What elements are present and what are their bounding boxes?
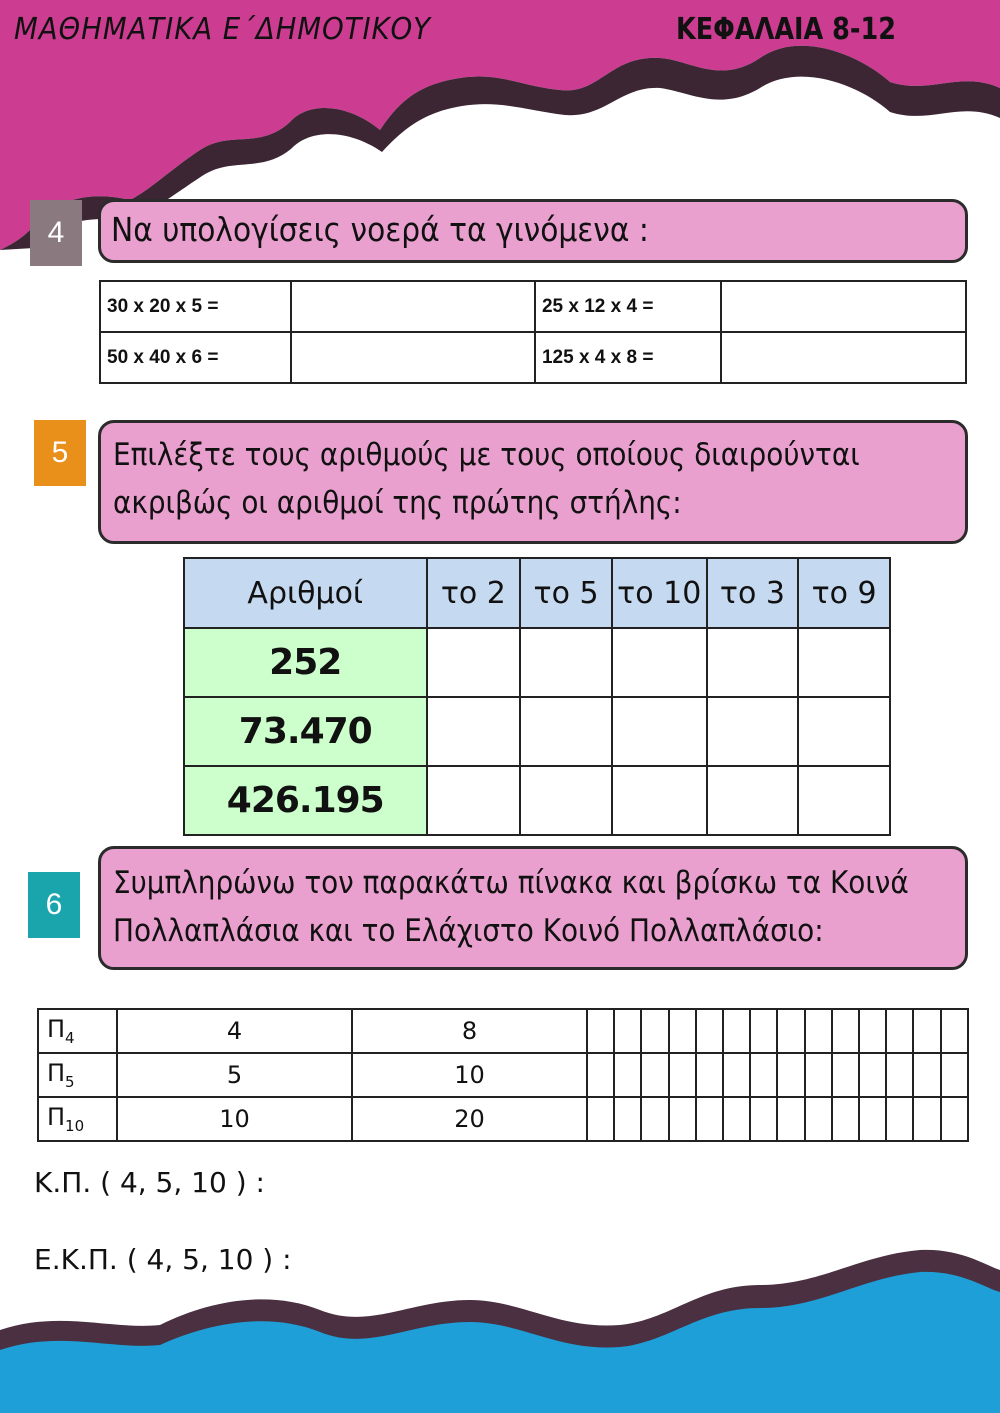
answer-cell[interactable] bbox=[723, 1097, 750, 1141]
answer-cell[interactable] bbox=[805, 1053, 832, 1097]
answer-cell[interactable] bbox=[612, 628, 707, 697]
answer-cell[interactable] bbox=[913, 1009, 940, 1053]
answer-cell[interactable] bbox=[913, 1053, 940, 1097]
multiple-value-cell: 10 bbox=[352, 1053, 587, 1097]
answer-cell[interactable] bbox=[696, 1097, 723, 1141]
answer-cell[interactable] bbox=[612, 766, 707, 835]
multiples-subscript: 10 bbox=[65, 1116, 85, 1135]
answer-cell[interactable] bbox=[612, 697, 707, 766]
column-header: Αριθμοί bbox=[184, 558, 427, 628]
common-multiples-label: Κ.Π. ( 4, 5, 10 ) : bbox=[34, 1166, 265, 1199]
answer-cell[interactable] bbox=[805, 1097, 832, 1141]
table-row bbox=[38, 1053, 968, 1097]
multiples-label: Π bbox=[47, 1015, 66, 1044]
answer-cell[interactable] bbox=[941, 1097, 968, 1141]
instruction-line: Πολλαπλάσια και το Ελάχιστο Κοινό Πολλαπλάσιο: bbox=[113, 913, 824, 949]
multiples-subscript: 5 bbox=[65, 1072, 75, 1091]
answer-cell[interactable] bbox=[832, 1097, 859, 1141]
instruction-line: Επιλέξτε τους αριθμούς με τους οποίους διαιρούνται bbox=[113, 437, 860, 473]
multiples-subscript: 4 bbox=[65, 1028, 75, 1047]
answer-cell[interactable] bbox=[427, 628, 521, 697]
multiple-value-cell: 20 bbox=[352, 1097, 587, 1141]
answer-cell[interactable] bbox=[832, 1053, 859, 1097]
exercise-5-badge: 5 bbox=[34, 420, 86, 486]
answer-cell[interactable] bbox=[520, 697, 612, 766]
answer-cell[interactable] bbox=[859, 1009, 886, 1053]
answer-cell[interactable] bbox=[798, 697, 890, 766]
answer-cell[interactable] bbox=[798, 628, 890, 697]
answer-cell[interactable] bbox=[696, 1009, 723, 1053]
multiple-value-cell: 4 bbox=[117, 1009, 352, 1053]
table-row bbox=[38, 1097, 968, 1141]
answer-cell[interactable] bbox=[859, 1053, 886, 1097]
answer-cell[interactable] bbox=[750, 1009, 777, 1053]
answer-cell[interactable] bbox=[669, 1009, 696, 1053]
column-header: το 2 bbox=[427, 558, 521, 628]
answer-cell[interactable] bbox=[941, 1053, 968, 1097]
answer-cell[interactable] bbox=[291, 332, 535, 383]
answer-cell[interactable] bbox=[641, 1097, 668, 1141]
answer-cell[interactable] bbox=[641, 1009, 668, 1053]
answer-cell[interactable] bbox=[641, 1053, 668, 1097]
multiple-value-cell: 8 bbox=[352, 1009, 587, 1053]
answer-cell[interactable] bbox=[614, 1053, 641, 1097]
subject-title: ΜΑΘΗΜΑΤΙΚΑ Ε΄ΔΗΜΟΤΙΚΟΥ bbox=[14, 12, 431, 47]
table-row bbox=[184, 628, 890, 697]
answer-cell[interactable] bbox=[707, 766, 799, 835]
answer-cell[interactable] bbox=[777, 1009, 804, 1053]
answer-cell[interactable] bbox=[669, 1097, 696, 1141]
answer-cell[interactable] bbox=[723, 1009, 750, 1053]
expression-cell: 25 x 12 x 4 = bbox=[535, 281, 721, 332]
table-row bbox=[100, 332, 966, 383]
lcm-label: Ε.Κ.Π. ( 4, 5, 10 ) : bbox=[34, 1243, 292, 1276]
answer-cell[interactable] bbox=[614, 1009, 641, 1053]
answer-cell[interactable] bbox=[707, 628, 799, 697]
exercise-4-instruction: Να υπολογίσεις νοερά τα γινόμενα : bbox=[98, 199, 968, 263]
expression-cell: 30 x 20 x 5 = bbox=[100, 281, 291, 332]
exercise-5-instruction bbox=[98, 420, 968, 544]
answer-cell[interactable] bbox=[587, 1009, 614, 1053]
answer-cell[interactable] bbox=[805, 1009, 832, 1053]
multiples-label: Π bbox=[47, 1103, 66, 1132]
answer-cell[interactable] bbox=[520, 766, 612, 835]
chapters-title: ΚΕΦΑΛΑΙΑ 8-12 bbox=[676, 12, 896, 47]
exercise-4-badge: 4 bbox=[30, 200, 82, 266]
table-row bbox=[184, 766, 890, 835]
number-cell: 73.470 bbox=[184, 697, 427, 766]
table-row bbox=[38, 1009, 968, 1053]
answer-cell[interactable] bbox=[721, 281, 966, 332]
multiples-label: Π bbox=[47, 1059, 66, 1088]
answer-cell[interactable] bbox=[587, 1097, 614, 1141]
answer-cell[interactable] bbox=[832, 1009, 859, 1053]
column-header: το 10 bbox=[612, 558, 707, 628]
answer-cell[interactable] bbox=[291, 281, 535, 332]
exercise-6-badge: 6 bbox=[28, 872, 80, 938]
answer-cell[interactable] bbox=[886, 1009, 913, 1053]
column-header: το 9 bbox=[798, 558, 890, 628]
instruction-line: Συμπληρώνω τον παρακάτω πίνακα και βρίσκω τα Κοινά bbox=[113, 865, 909, 901]
answer-cell[interactable] bbox=[913, 1097, 940, 1141]
answer-cell[interactable] bbox=[798, 766, 890, 835]
number-cell: 252 bbox=[184, 628, 427, 697]
multiples-table bbox=[37, 1008, 969, 1142]
answer-cell[interactable] bbox=[777, 1097, 804, 1141]
answer-cell[interactable] bbox=[696, 1053, 723, 1097]
multiples-label-cell bbox=[38, 1097, 117, 1141]
answer-cell[interactable] bbox=[721, 332, 966, 383]
answer-cell[interactable] bbox=[723, 1053, 750, 1097]
table-row bbox=[184, 697, 890, 766]
products-table bbox=[99, 280, 967, 384]
column-header: το 5 bbox=[520, 558, 612, 628]
answer-cell[interactable] bbox=[750, 1053, 777, 1097]
expression-cell: 50 x 40 x 6 = bbox=[100, 332, 291, 383]
header-row bbox=[184, 558, 890, 628]
multiple-value-cell: 5 bbox=[117, 1053, 352, 1097]
answer-cell[interactable] bbox=[669, 1053, 696, 1097]
answer-cell[interactable] bbox=[859, 1097, 886, 1141]
answer-cell[interactable] bbox=[587, 1053, 614, 1097]
answer-cell[interactable] bbox=[520, 628, 612, 697]
answer-cell[interactable] bbox=[886, 1053, 913, 1097]
expression-cell: 125 x 4 x 8 = bbox=[535, 332, 721, 383]
number-cell: 426.195 bbox=[184, 766, 427, 835]
answer-cell[interactable] bbox=[427, 766, 521, 835]
instruction-line: ακριβώς οι αριθμοί της πρώτης στήλης: bbox=[113, 485, 682, 521]
exercise-6-instruction bbox=[98, 846, 968, 970]
answer-cell[interactable] bbox=[941, 1009, 968, 1053]
answer-cell[interactable] bbox=[614, 1097, 641, 1141]
answer-cell[interactable] bbox=[777, 1053, 804, 1097]
multiples-label-cell bbox=[38, 1009, 117, 1053]
answer-cell[interactable] bbox=[750, 1097, 777, 1141]
multiple-value-cell: 10 bbox=[117, 1097, 352, 1141]
answer-cell[interactable] bbox=[886, 1097, 913, 1141]
multiples-label-cell bbox=[38, 1053, 117, 1097]
answer-cell[interactable] bbox=[707, 697, 799, 766]
answer-cell[interactable] bbox=[427, 697, 521, 766]
table-row bbox=[100, 281, 966, 332]
divisibility-table bbox=[183, 557, 891, 836]
column-header: το 3 bbox=[707, 558, 799, 628]
